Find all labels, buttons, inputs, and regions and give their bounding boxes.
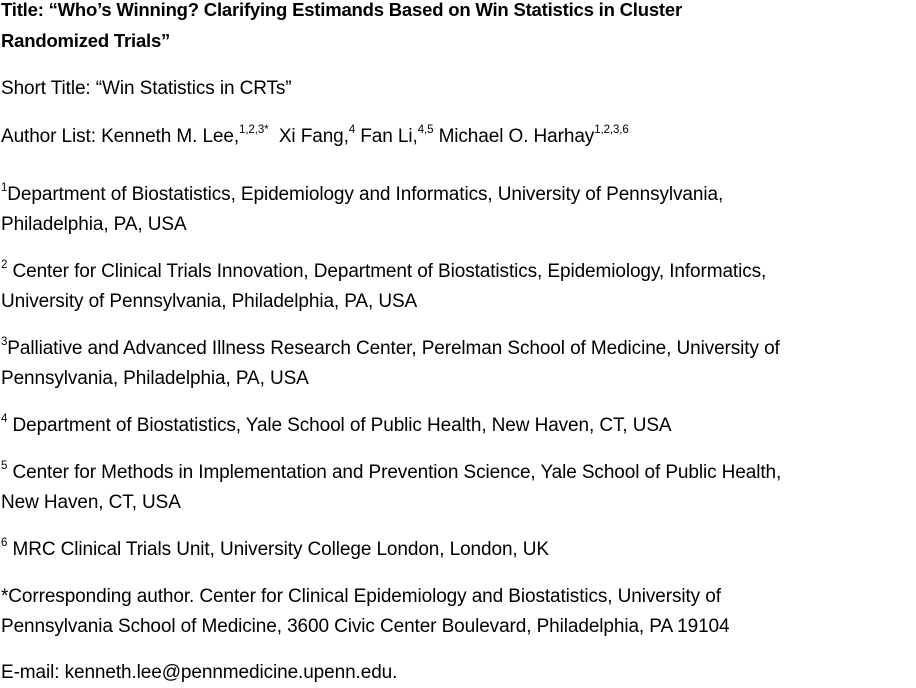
affiliation-text: Department of Biostatistics, Yale School of Public Health, New Haven, CT, USA [12, 415, 672, 436]
short-title: Short Title: “Win Statistics in CRTs” [1, 78, 292, 99]
affiliation-2-line-1 [1, 257, 766, 287]
author-list-label: Author List: [1, 126, 96, 147]
author-name: Kenneth M. Lee, [101, 126, 240, 147]
affiliation-2-line-2: University of Pennsylvania, Philadelphia, PA, USA [1, 291, 418, 312]
author-name: Michael O. Harhay [438, 126, 595, 147]
author-list [1, 122, 629, 152]
affiliation-text: Palliative and Advanced Illness Research Center, Perelman School of Medicine, University of [7, 338, 780, 359]
affiliation-number: 2 [1, 258, 8, 271]
affiliation-5-line-1 [1, 458, 781, 488]
corresponding-author-line-1: *Corresponding author. Center for Clinical Epidemiology and Biostatistics, University of [1, 586, 721, 607]
affiliation-4-line-1 [1, 411, 672, 441]
affiliation-number: 4 [1, 412, 8, 425]
author-name: Fan Li, [360, 126, 418, 147]
affiliation-number: 1 [1, 181, 8, 194]
affiliation-6-line-1 [1, 535, 549, 565]
email-line: E-mail: kenneth.lee@pennmedicine.upenn.edu. [1, 662, 398, 683]
affiliation-3-line-1 [1, 334, 780, 364]
affiliation-number: 6 [1, 536, 8, 549]
author-affiliation-sup: 1,2,3,6 [594, 123, 629, 136]
affiliation-text: Center for Clinical Trials Innovation, Department of Biostatistics, Epidemiology, Informatics, [12, 261, 767, 282]
title-line-1: Title: “Who’s Winning? Clarifying Estimands Based on Win Statistics in Cluster [1, 0, 682, 20]
affiliation-text: Center for Methods in Implementation and Prevention Science, Yale School of Public Health, [12, 462, 782, 483]
affiliation-1-line-2: Philadelphia, PA, USA [1, 214, 187, 235]
affiliation-text: Department of Biostatistics, Epidemiology and Informatics, University of Pennsylvania, [7, 184, 724, 205]
author-affiliation-sup: 1,2,3* [239, 123, 269, 136]
affiliation-number: 3 [1, 335, 8, 348]
author-name: Xi Fang, [278, 126, 349, 147]
corresponding-author-line-2: Pennsylvania School of Medicine, 3600 Civic Center Boulevard, Philadelphia, PA 19104 [1, 616, 730, 637]
affiliation-1-line-1 [1, 180, 723, 210]
affiliation-text: MRC Clinical Trials Unit, University College London, London, UK [12, 539, 549, 560]
affiliation-3-line-2: Pennsylvania, Philadelphia, PA, USA [1, 368, 309, 389]
affiliation-5-line-2: New Haven, CT, USA [1, 492, 181, 513]
author-affiliation-sup: 4,5 [417, 123, 434, 136]
affiliation-number: 5 [1, 459, 8, 472]
title-line-2: Randomized Trials” [1, 30, 171, 51]
author-affiliation-sup: 4 [348, 123, 356, 136]
